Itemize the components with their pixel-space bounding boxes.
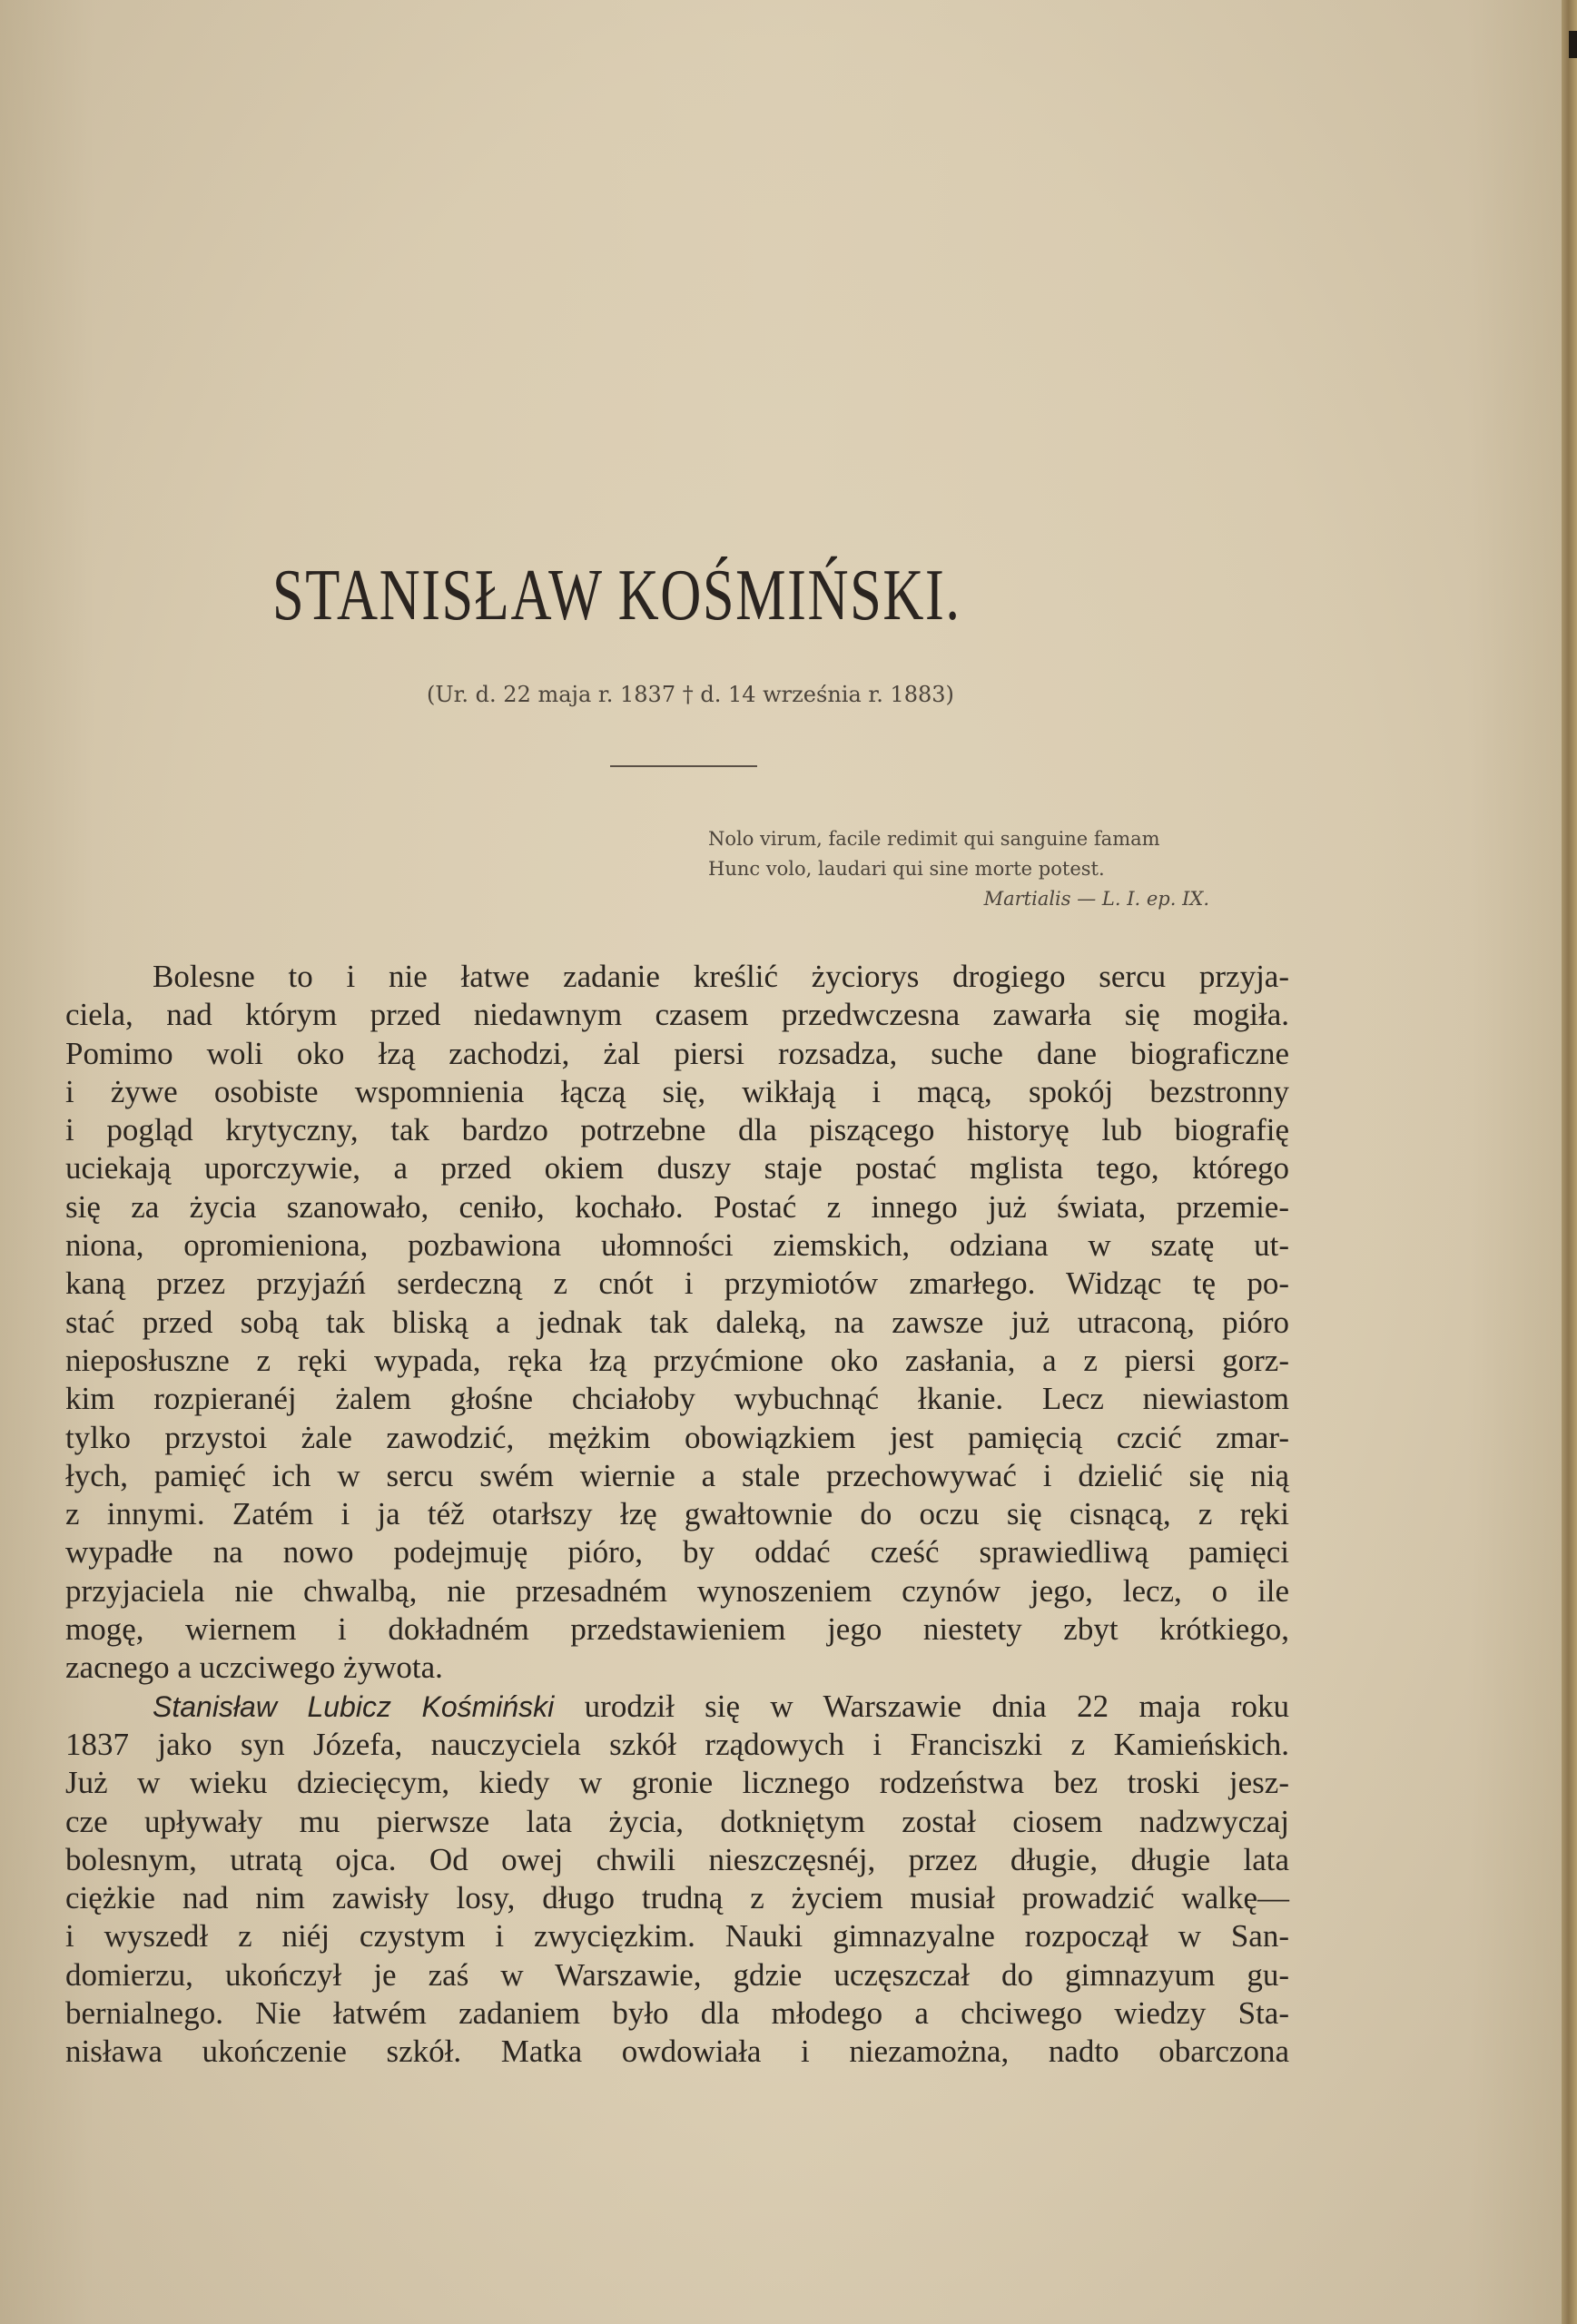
text-line: cze upływały mu pierwsze lata życia, dotkniętym został ciosem nadzwyczaj	[65, 1803, 1289, 1839]
epigraph-line: Nolo virum, facile redimit qui sanguine famam	[708, 828, 1160, 850]
text-line: i żywe osobiste wspomnienia łączą się, wikłają i mącą, spokój bezstronny	[65, 1073, 1289, 1109]
text-line: z innymi. Zatém i ja též otarłszy łzę gwałtownie do oczu się cisnącą, z ręki	[65, 1496, 1289, 1532]
text-line: ciela, nad którym przed niedawnym czasem przedwczesna zawarła się mogiła.	[65, 997, 1289, 1033]
text-line: 1837 jako syn Józefa, nauczyciela szkół rządowych i Franciszki z Kamieńskich.	[65, 1726, 1289, 1762]
text-line: niona, opromieniona, pozbawiona ułomności ziemskich, odziana w szatę ut-	[65, 1227, 1289, 1264]
text-line: nisława ukończenie szkół. Matka owdowiała i niezamożna, nadto obarczona	[65, 2034, 1289, 2070]
text-line	[65, 1688, 1289, 1726]
text-line: Już w wieku dziecięcym, kiedy w gronie licznego rodzeństwa bez troski jesz-	[65, 1765, 1289, 1801]
epigraph	[708, 824, 1217, 914]
text-line: Bolesne to i nie łatwe zadanie kreślić życiorys drogiego sercu przyja-	[153, 959, 1289, 994]
text-line: łych, pamięć ich w sercu swém wiernie a stale przechowywać i dzielić się nią	[65, 1457, 1289, 1493]
text-line: kim rozpieranéj żalem głośne chciałoby wybuchnąć łkanie. Lecz niewiastom	[65, 1381, 1289, 1417]
epigraph-line: Hunc volo, laudari qui sine morte potest.	[708, 858, 1105, 880]
life-dates: (Ur. d. 22 maja r. 1837 † d. 14 września r. 1883)	[427, 682, 954, 707]
text-line: i wyszedł z niéj czystym i zwycięzkim. Nauki gimnazyalne rozpoczął w San-	[65, 1918, 1289, 1955]
article-title: STANISŁAW KOŚMIŃSKI.	[272, 556, 961, 635]
text-line: tylko przystoi żale zawodzić, mężkim obowiązkiem jest pamięcią czcić zmar-	[65, 1419, 1289, 1455]
text-line: uciekają uporczywie, a przed okiem duszy staje postać mglista tego, którego	[65, 1150, 1289, 1187]
edge-mark	[1569, 31, 1577, 58]
text-line: nieposłuszne z ręki wypada, ręka łzą przyćmione oko zasłania, a z piersi gorz-	[65, 1342, 1289, 1378]
text-fragment: urodził się w Warszawie dnia 22 maja roku	[554, 1688, 1289, 1724]
text-line: mogę, wiernem i dokładném przedstawieniem jego niestety zbyt krótkiego,	[65, 1611, 1289, 1648]
text-line: Pomimo woli oko łzą zachodzi, żal piersi rozsadza, suche dane biograficzne	[65, 1035, 1289, 1071]
text-line: stać przed sobą tak bliską a jednak tak daleką, na zawsze już utraconą, pióro	[65, 1304, 1289, 1340]
text-line: wypadłe na nowo podejmuję pióro, by oddać cześć sprawiedliwą pamięci	[65, 1534, 1289, 1571]
text-line: bernialnego. Nie łatwém zadaniem było dla młodego a chciwego wiedzy Sta-	[65, 1995, 1289, 2032]
epigraph-attribution: Martialis — L. I. ep. IX.	[983, 888, 1209, 910]
text-line: i pogląd krytyczny, tak bardzo potrzebne dla piszącego historyę lub biografię	[65, 1112, 1289, 1148]
title-divider	[610, 765, 757, 767]
subject-name: Stanisław Lubicz Kośmiński	[153, 1689, 555, 1723]
text-line: domierzu, ukończył je zaś w Warszawie, gdzie uczęszczał do gimnazyum gu-	[65, 1956, 1289, 1993]
text-line: się za życia szanowało, ceniło, kochało. Postać z innego już świata, przemie-	[65, 1188, 1289, 1225]
text-line: bolesnym, utratą ojca. Od owej chwili nieszczęsnéj, przez długie, długie lata	[65, 1841, 1289, 1877]
text-line: zacnego a uczciwego żywota.	[65, 1649, 443, 1686]
page-edge	[1562, 0, 1577, 2324]
text-line: ciężkie nad nim zawisły losy, długo trudną z życiem musiał prowadzić walkę—	[65, 1880, 1289, 1916]
text-line: kaną przez przyjaźń serdeczną z cnót i przymiotów zmarłego. Widząc tę po-	[65, 1265, 1289, 1302]
article-body	[65, 958, 1289, 2072]
text-line: przyjaciela nie chwalbą, nie przesadném wynoszeniem czynów jego, lecz, o ile	[65, 1572, 1289, 1609]
